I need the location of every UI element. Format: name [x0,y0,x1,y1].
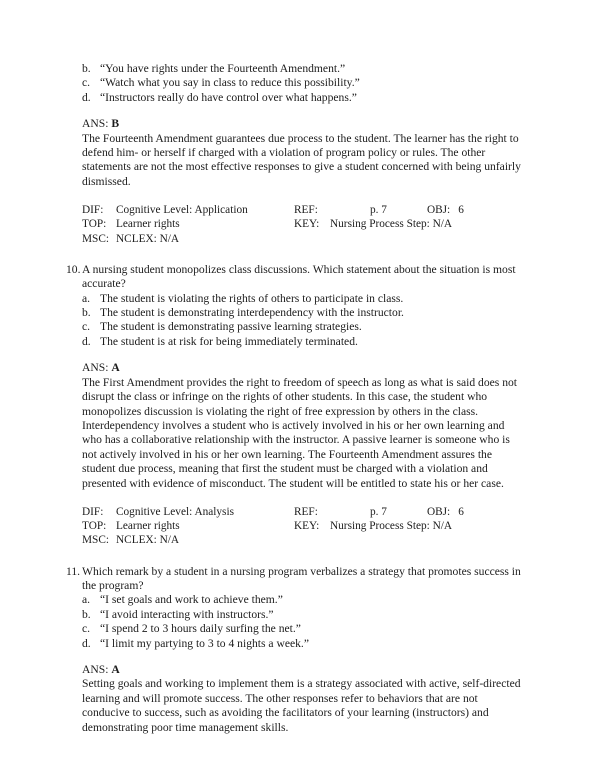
metadata-value-ref: p. 7 [370,505,387,518]
metadata-value-dif: Cognitive Level: Application [116,204,248,217]
metadata-block-9 [82,203,524,246]
option-letter: b. [82,62,91,75]
option-text: The student is demonstrating passive learning strategies. [100,320,362,334]
question-item-11 [66,565,524,735]
metadata-value-ref: p. 7 [370,204,387,217]
answer-block-9 [82,117,524,246]
question-stem: Which remark by a student in a nursing program verbalizes a strategy that promotes success in the program? [82,564,521,592]
option-letter: c. [82,320,91,334]
question-number: 10. [66,262,81,276]
question-stem: A nursing student monopolizes class discussions. Which statement about the situation is most accurate? [82,262,516,291]
option-letter: d. [82,636,91,650]
metadata-value-ref-group [330,505,464,519]
metadata-key-msc: MSC: [82,232,110,245]
option-list [82,292,524,350]
metadata-key-dif: DIF: [82,204,104,217]
question-item-10 [66,263,524,548]
metadata-value-obj: 6 [458,505,464,518]
metadata-value-top: Learner rights [116,520,180,533]
metadata-row [82,203,524,217]
option-text: “I spend 2 to 3 hours daily surfing the net.” [100,622,301,636]
option-letter: c. [82,622,91,636]
metadata-key-obj: OBJ: [426,505,451,518]
answer-label: ANS: [82,117,109,131]
option-text: The student is demonstrating interdependency with the instructor. [100,306,404,320]
metadata-row [82,217,524,231]
list-item [82,637,524,651]
metadata-cell-dif [82,203,294,217]
metadata-row [82,232,524,246]
metadata-row [82,505,524,519]
list-item [82,622,524,636]
metadata-cell-ref [294,203,524,217]
list-item [82,292,524,306]
list-item [82,593,524,607]
option-list-continuation [82,62,524,105]
metadata-row [82,533,524,547]
metadata-cell-key [294,217,524,231]
option-text: “Instructors really do have control over what happens.” [100,90,357,104]
question-body [82,565,524,735]
metadata-key-dif: DIF: [82,505,104,518]
rationale-text: The First Amendment provides the right to freedom of speech as long as what is said does not disrupt the class or infringe on the rights of other students. In this case, the student who monopolizes discussion is violating the right of free expression by others in the class. Interdependency involves a student who is actively involved in his or her own learning and who has a collaborative relationship with the instructor. A passive learner is someone who is not actively involved in his or her own learning. The Fourteenth Amendment assures the student due process, meaning that first the student must be charged with a violation and presented with evidence of misconduct. The student will be entitled to state his or her case. [82,375,518,490]
metadata-key-msc: MSC: [82,534,110,547]
option-letter: a. [82,593,91,607]
metadata-value-msc: NCLEX: N/A [116,534,180,547]
answer-line [82,117,524,131]
answer-label: ANS: [82,361,109,375]
option-text: “I set goals and work to achieve them.” [100,593,283,607]
answer-value: A [111,361,120,375]
option-text: The student is at risk for being immediately terminated. [100,334,358,348]
metadata-value-dif: Cognitive Level: Analysis [116,505,234,518]
metadata-value-top: Learner rights [116,218,180,231]
option-text: “I avoid interacting with instructors.” [100,607,274,621]
metadata-value-key: Nursing Process Step: N/A [330,520,453,533]
option-letter: b. [82,607,91,621]
metadata-block-10 [82,505,524,548]
list-item [82,62,524,76]
metadata-cell-top [82,519,294,533]
list-item [82,76,524,90]
question-body [82,263,524,548]
metadata-key-obj: OBJ: [426,204,451,217]
option-text: “I limit my partying to 3 to 4 nights a week.” [100,636,309,650]
metadata-cell-key [294,519,524,533]
list-item [82,320,524,334]
metadata-cell-msc [82,232,294,246]
metadata-value-msc: NCLEX: N/A [116,232,180,245]
metadata-value-key: Nursing Process Step: N/A [330,218,453,231]
option-letter: a. [82,291,91,305]
list-item [82,91,524,105]
metadata-key-key: KEY: [294,520,320,533]
option-letter: b. [82,306,91,320]
metadata-key-key: KEY: [294,218,320,231]
list-item [82,608,524,622]
metadata-cell-top [82,217,294,231]
metadata-cell-ref [294,505,524,519]
list-item [82,335,524,349]
metadata-cell-dif [82,505,294,519]
rationale-text: Setting goals and working to implement them is a strategy associated with active, self-directed learning and will promote success. The other responses refer to behaviors that are not conducive to success, such as avoiding the facilitators of your learning (instructors) and demonstrating poor time management skills. [82,677,521,734]
metadata-key-ref: REF: [294,204,318,217]
option-letter: c. [82,76,91,90]
metadata-value-ref-group [330,203,464,217]
answer-line [82,663,524,677]
answer-value: B [111,117,120,131]
metadata-row [82,519,524,533]
rationale-text: The Fourteenth Amendment guarantees due process to the student. The learner has the right to defend him- or herself if charged with a violation of program policy or rules. The other statements are not the most effective responses to give a student concerned with being unfairly dismissed. [82,131,521,188]
answer-line [82,361,524,375]
list-item [82,306,524,320]
metadata-value-obj: 6 [458,204,464,217]
answer-value: A [111,663,120,676]
answer-label: ANS: [82,663,109,676]
page-content [66,62,524,735]
option-text: “Watch what you say in class to reduce this possibility.” [100,76,360,90]
option-letter: d. [82,90,91,104]
metadata-key-top: TOP: [82,218,107,231]
option-list [82,593,524,651]
question-number: 11. [66,564,81,578]
option-letter: d. [82,334,91,348]
metadata-key-top: TOP: [82,520,107,533]
metadata-cell-msc [82,533,294,547]
option-text: “You have rights under the Fourteenth Amendment.” [100,62,346,75]
option-text: The student is violating the rights of others to participate in class. [100,291,404,305]
metadata-key-ref: REF: [294,505,318,518]
